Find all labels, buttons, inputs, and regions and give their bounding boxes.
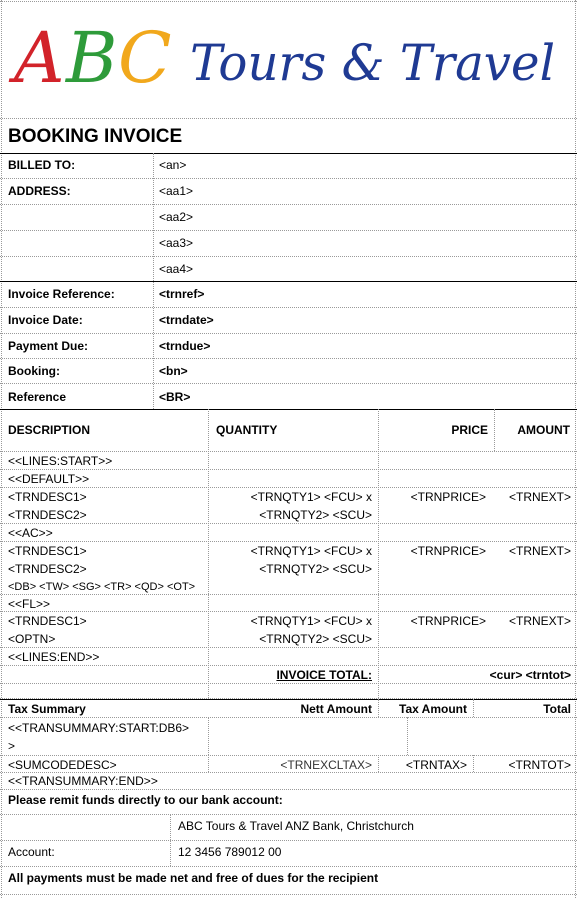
tax-amount-header: Tax Amount bbox=[399, 702, 467, 716]
transummary-start-tag-cont: > bbox=[8, 739, 16, 753]
line-ext: <TRNEXT> bbox=[508, 490, 571, 504]
tax-summary-title: Tax Summary bbox=[8, 702, 86, 716]
col-quantity-header: QUANTITY bbox=[216, 423, 278, 437]
line-optn: <OPTN> bbox=[8, 632, 56, 646]
address-line-4: <aa4> bbox=[159, 262, 194, 276]
line-desc-1: <TRNDESC1> bbox=[8, 544, 87, 558]
address-line-1: <aa1> bbox=[159, 184, 194, 198]
line-price: <TRNPRICE> bbox=[410, 490, 486, 504]
total-header: Total bbox=[543, 702, 571, 716]
line-qty-2: <TRNQTY2> <SCU> bbox=[259, 508, 372, 522]
company-logo bbox=[0, 0, 577, 118]
account-label: Account: bbox=[8, 845, 55, 859]
account-number: 12 3456 789012 00 bbox=[178, 845, 282, 859]
address-line-3: <aa3> bbox=[159, 236, 194, 250]
line-codes: <DB> <TW> <SG> <TR> <QD> <OT> bbox=[8, 581, 196, 593]
line-qty-2: <TRNQTY2> <SCU> bbox=[259, 632, 372, 646]
tax-total-value: <TRNTOT> bbox=[508, 758, 571, 772]
line-desc-2: <TRNDESC2> bbox=[8, 562, 87, 576]
line-qty-1: <TRNQTY1> <FCU> x bbox=[250, 490, 372, 504]
lines-start-tag: <<LINES:START>> bbox=[8, 454, 113, 468]
line-price: <TRNPRICE> bbox=[410, 614, 486, 628]
invoice-date-value: <trndate> bbox=[159, 313, 214, 327]
remit-instructions: Please remit funds directly to our bank account: bbox=[8, 793, 283, 807]
line-qty-2: <TRNQTY2> <SCU> bbox=[259, 562, 372, 576]
invoice-total-value: <cur> <trntot> bbox=[489, 668, 571, 682]
logo-letter-c: C bbox=[118, 17, 172, 99]
payment-due-label: Payment Due: bbox=[8, 339, 89, 353]
invoice-reference-value: <trnref> bbox=[159, 287, 205, 301]
billed-to-value: <an> bbox=[159, 158, 187, 172]
reference-label: Reference bbox=[8, 390, 67, 404]
tax-excl-value: <TRNEXCLTAX> bbox=[280, 758, 372, 772]
logo-letter-a: A bbox=[14, 17, 65, 99]
lines-end-tag: <<LINES:END>> bbox=[8, 650, 100, 664]
line-ext: <TRNEXT> bbox=[508, 614, 571, 628]
bank-name: ABC Tours & Travel ANZ Bank, Christchurch bbox=[178, 819, 414, 833]
address-label: ADDRESS: bbox=[8, 184, 71, 198]
line-qty-1: <TRNQTY1> <FCU> x bbox=[250, 614, 372, 628]
payment-due-value: <trndue> bbox=[159, 339, 211, 353]
invoice-total-label: INVOICE TOTAL: bbox=[276, 668, 372, 682]
invoice-reference-label: Invoice Reference: bbox=[8, 287, 115, 301]
logo-tours-travel: Tours & Travel bbox=[190, 34, 555, 92]
line-qty-1: <TRNQTY1> <FCU> x bbox=[250, 544, 372, 558]
sum-code-desc: <SUMCODEDESC> bbox=[8, 758, 117, 772]
col-amount-header: AMOUNT bbox=[517, 423, 570, 437]
fl-tag: <<FL>> bbox=[8, 597, 51, 611]
default-tag: <<DEFAULT>> bbox=[8, 472, 90, 486]
booking-value: <bn> bbox=[159, 364, 188, 378]
col-price-header: PRICE bbox=[451, 423, 488, 437]
reference-value: <BR> bbox=[159, 390, 191, 404]
invoice-date-label: Invoice Date: bbox=[8, 313, 83, 327]
line-desc-2: <TRNDESC2> bbox=[8, 508, 87, 522]
col-description-header: DESCRIPTION bbox=[8, 423, 91, 437]
ac-tag: <<AC>> bbox=[8, 526, 53, 540]
transummary-end-tag: <<TRANSUMMARY:END>> bbox=[8, 774, 158, 788]
line-ext: <TRNEXT> bbox=[508, 544, 571, 558]
line-desc-1: <TRNDESC1> bbox=[8, 614, 87, 628]
logo-letter-b: B bbox=[66, 17, 118, 99]
address-line-2: <aa2> bbox=[159, 210, 194, 224]
tax-value: <TRNTAX> bbox=[405, 758, 467, 772]
payment-terms-footer: All payments must be made net and free of dues for the recipient bbox=[8, 871, 379, 885]
booking-label: Booking: bbox=[8, 364, 60, 378]
invoice-title: BOOKING INVOICE bbox=[8, 126, 183, 147]
line-price: <TRNPRICE> bbox=[410, 544, 486, 558]
nett-amount-header: Nett Amount bbox=[300, 702, 372, 716]
billed-to-label: BILLED TO: bbox=[8, 158, 76, 172]
line-desc-1: <TRNDESC1> bbox=[8, 490, 87, 504]
transummary-start-tag: <<TRANSUMMARY:START:DB6> bbox=[8, 721, 190, 735]
